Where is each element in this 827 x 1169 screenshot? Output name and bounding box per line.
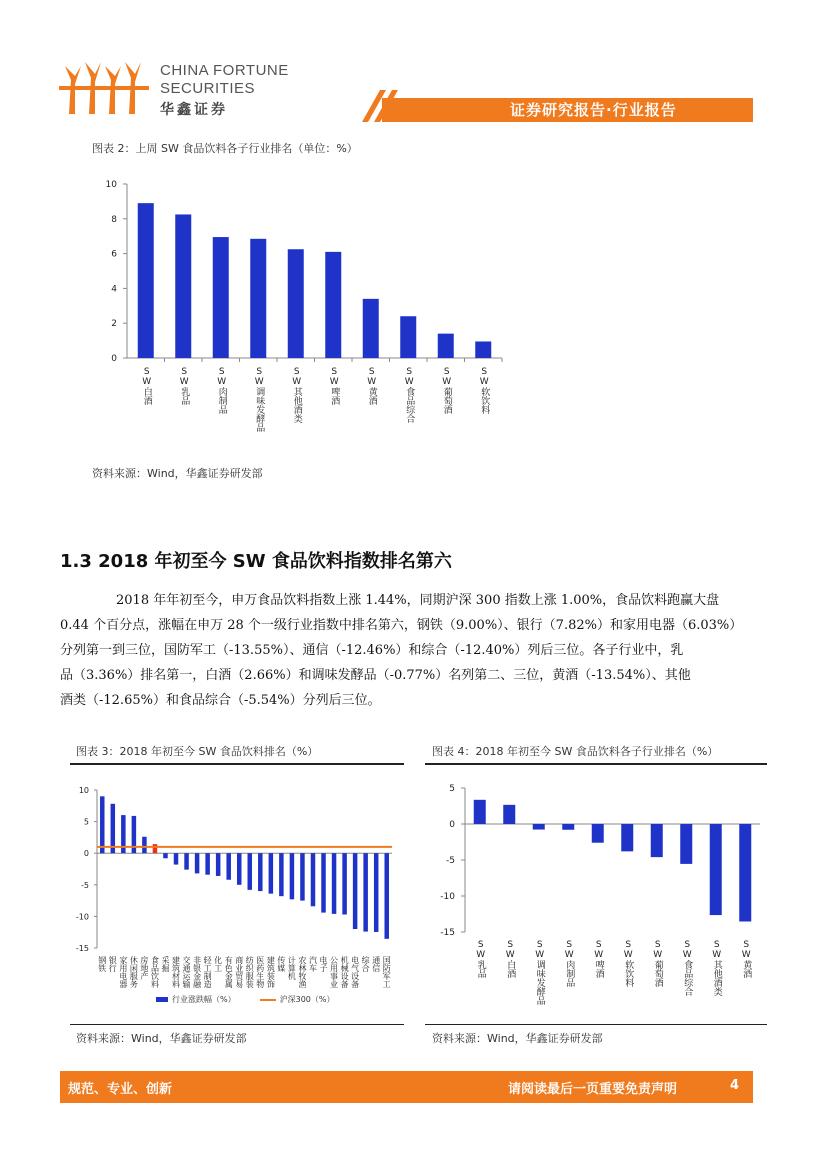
figure3-bar [163, 853, 168, 858]
figure3-bar [290, 853, 295, 899]
figure4-bar [474, 800, 486, 824]
header-banner-text: 证券研究报告·行业报告 [510, 101, 677, 119]
footer-left: 规范、专业、创新 [68, 1082, 173, 1097]
figure2-bar [175, 214, 191, 358]
figure4-x-label: SW食品综合 [682, 940, 693, 996]
figure3-x-label: 有色金属 [224, 956, 234, 988]
figure3-x-label: 钢铁 [97, 956, 107, 972]
legend-bar-swatch [156, 997, 168, 1002]
figure4-bar [710, 824, 722, 915]
figure3-chart [70, 770, 404, 1020]
figure2-x-label: SW肉制品 [216, 367, 227, 414]
figure3-caption: 图表 3：2018 年初至今 SW 食品饮料排名（%） [76, 745, 319, 758]
figure4-bar [562, 824, 574, 830]
header-banner [382, 98, 753, 122]
figure3-y-tick-label: -5 [81, 880, 89, 890]
figure3-x-label: 公用事业 [329, 956, 339, 988]
figure3-x-label: 医药生物 [255, 956, 265, 988]
figure3-bar [248, 853, 253, 890]
legend-bar-label: 行业涨跌幅（%） [172, 995, 236, 1004]
figure2-x-label: SW其他酒类 [291, 367, 302, 423]
figure4-x-label: SW肉制品 [564, 940, 575, 987]
figure2-x-label: SW葡萄酒 [441, 367, 452, 414]
figure3-bar [100, 796, 105, 853]
figure2-bar [363, 299, 379, 358]
figure3-x-label: 家用电器 [118, 956, 128, 988]
figure3-x-label: 通信 [371, 956, 381, 972]
figure3-bar [153, 844, 158, 853]
logo-cn: 华鑫证券 [160, 101, 228, 117]
figure3-bar [374, 853, 379, 932]
figure3-x-label: 建筑装饰 [266, 956, 276, 988]
figure3-y-tick-label: -15 [75, 944, 89, 953]
logo-line2: SECURITIES [160, 80, 256, 97]
figure4-x-label: SW葡萄酒 [652, 940, 663, 987]
figure3-legend [156, 994, 334, 1005]
figure2-bar [475, 341, 491, 358]
figure3-x-label: 计算机 [287, 956, 297, 980]
figure3-bar [195, 853, 200, 873]
figure3-x-label: 银行 [108, 956, 118, 972]
figure2-bar [250, 239, 266, 358]
figure2-bar [288, 249, 304, 358]
figure3-x-label: 采掘 [160, 956, 170, 972]
figure3-bar [184, 853, 189, 869]
figure3-bar [237, 853, 242, 885]
figure2-caption: 图表 2：上周 SW 食品饮料各子行业排名（单位：%） [92, 142, 358, 155]
figure4-caption: 图表 4：2018 年初至今 SW 食品饮料各子行业排名（%） [432, 745, 719, 758]
figure3-x-label: 化工 [213, 956, 223, 972]
figure3-rule [70, 763, 404, 765]
figure4-y-tick-label: 0 [449, 820, 455, 830]
figure3-y-tick-label: 0 [83, 849, 89, 859]
figure3-bar [279, 853, 284, 896]
figure3-x-label: 轻工制造 [203, 956, 213, 988]
figure3-bar [321, 853, 326, 912]
figure2-bar [325, 252, 341, 358]
figure3-x-label: 交通运输 [182, 956, 192, 988]
figure2-y-tick-label: 8 [111, 214, 117, 225]
figure4-x-label: SW啤酒 [593, 940, 604, 978]
figure3-y-tick-label: 10 [78, 786, 89, 795]
figure2-x-label: SW啤酒 [329, 367, 340, 405]
figure3-bar [142, 837, 147, 853]
figure3-bar [269, 853, 274, 893]
figure3-bar [332, 853, 337, 914]
figure4-rule-bottom [425, 1024, 767, 1025]
para-line-3: 分列第一到三位，国防军工（-13.55%）、通信（-12.46%）和综合（-12.40%）列后三位。各子行业中，乳 [60, 643, 684, 658]
figure4-bar [533, 824, 545, 830]
figure3-x-label: 综合 [361, 956, 371, 972]
figure2-bar [438, 334, 454, 358]
figure3-bar [111, 804, 116, 853]
figure3-source: 资料来源：Wind，华鑫证券研发部 [76, 1032, 247, 1045]
figure2-x-label: SW乳品 [179, 367, 190, 405]
figure2-x-label: SW软饮料 [479, 367, 490, 414]
figure3-bar [300, 853, 305, 900]
figure3-x-label: 房地产 [139, 956, 149, 980]
figure3-bar [226, 853, 231, 880]
figure3-x-label: 建筑材料 [171, 956, 181, 988]
logo-line1: CHINA FORTUNE [160, 62, 289, 79]
figure4-rule [425, 763, 767, 765]
figure4-x-label: SW乳品 [475, 940, 486, 978]
figure3-bar [363, 853, 368, 931]
figure4-bar [592, 824, 604, 843]
legend-line-label: 沪深300（%） [279, 995, 335, 1004]
figure2-y-tick-label: 4 [111, 284, 117, 295]
figure4-bar [621, 824, 633, 851]
section-title: 1.3 2018 年初至今 SW 食品饮料指数排名第六 [60, 551, 452, 572]
figure3-x-label: 电气设备 [350, 956, 360, 988]
figure3-bar [311, 853, 316, 906]
para-line-1: 2018 年年初至今，申万食品饮料指数上涨 1.44%，同期沪深 300 指数上涨 1.00%，食品饮料跑赢大盘 [116, 593, 720, 608]
figure4-x-label: SW黄酒 [741, 940, 752, 978]
logo-figures-icon [55, 56, 155, 116]
figure2-x-label: SW食品综合 [404, 367, 415, 423]
figure3-y-tick-label: 5 [83, 817, 89, 827]
figure2-y-tick-label: 2 [111, 319, 117, 330]
figure2-bar [400, 316, 416, 358]
figure3-bar [216, 853, 221, 876]
figure4-x-label: SW软饮料 [623, 940, 634, 987]
figure3-x-label: 机械设备 [340, 956, 350, 988]
figure2-x-label: SW调味发酵品 [254, 367, 265, 432]
figure3-bar [174, 853, 179, 864]
figure2-x-label: SW黄酒 [366, 367, 377, 405]
para-line-5: 酒类（-12.65%）和食品综合（-5.54%）分列后三位。 [60, 693, 381, 708]
figure4-y-tick-label: -15 [440, 928, 455, 938]
para-line-2: 0.44 个百分点，涨幅在申万 28 个一级行业指数中排名第六，钢铁（9.00%）、银行（7.82%）和家用电器（6.03%） [60, 618, 743, 633]
figure2-y-tick-label: 10 [105, 180, 117, 190]
figure2-y-tick-label: 0 [111, 354, 117, 362]
footer-page: 4 [730, 1078, 740, 1093]
section-paragraph [60, 588, 770, 713]
figure3-x-label: 食品饮料 [150, 956, 160, 988]
figure2-x-label: SW白酒 [141, 367, 152, 405]
footer-right: 请阅读最后一页重要免责声明 [508, 1082, 678, 1097]
figure3-bar [258, 853, 263, 891]
para-line-4: 品（3.36%）排名第一，白酒（2.66%）和调味发酵品（-0.77%）名列第二、三位，黄酒（-13.54%）、其他 [60, 668, 691, 683]
figure2-chart [92, 172, 512, 462]
figure4-y-tick-label: -5 [446, 856, 455, 866]
footer-bar [60, 1071, 753, 1103]
figure4-bar [651, 824, 663, 857]
figure4-y-tick-label: 5 [449, 784, 455, 794]
figure3-bar [205, 853, 210, 874]
figure4-bar [503, 805, 515, 824]
figure4-svg [425, 770, 767, 940]
figure2-svg [92, 172, 512, 362]
figure4-x-label: SW白酒 [505, 940, 516, 978]
figure3-x-label: 非银金融 [192, 956, 202, 988]
legend-line-swatch [260, 999, 276, 1001]
figure4-y-tick-label: -10 [440, 892, 455, 902]
figure4-x-label: SW其他酒类 [711, 940, 722, 996]
figure3-x-label: 商业贸易 [234, 956, 244, 988]
figure4-source: 资料来源：Wind，华鑫证券研发部 [432, 1032, 603, 1045]
figure4-x-label: SW调味发酵品 [534, 940, 545, 1005]
figure2-bar [213, 237, 229, 358]
figure2-bar [138, 203, 154, 358]
figure3-bar [342, 853, 347, 914]
figure3-x-label: 休闲服务 [129, 956, 139, 988]
figure4-bar [739, 824, 751, 921]
figure3-bar [353, 853, 358, 929]
figure4-bar [680, 824, 692, 864]
figure4-chart [425, 770, 767, 1020]
company-logo [55, 56, 155, 116]
figure2-source: 资料来源：Wind，华鑫证券研发部 [92, 467, 263, 480]
figure3-x-label: 纺织服装 [245, 956, 255, 988]
figure3-y-tick-label: -10 [75, 912, 89, 922]
figure3-x-label: 国防军工 [382, 956, 392, 988]
figure3-x-label: 传媒 [276, 956, 286, 972]
figure3-x-label: 电子 [319, 956, 329, 972]
figure3-x-label: 汽车 [308, 956, 318, 972]
figure3-x-label: 农林牧渔 [297, 956, 307, 988]
figure2-y-tick-label: 6 [111, 249, 117, 260]
figure3-rule-bottom [70, 1024, 404, 1025]
figure3-bar [384, 853, 389, 939]
